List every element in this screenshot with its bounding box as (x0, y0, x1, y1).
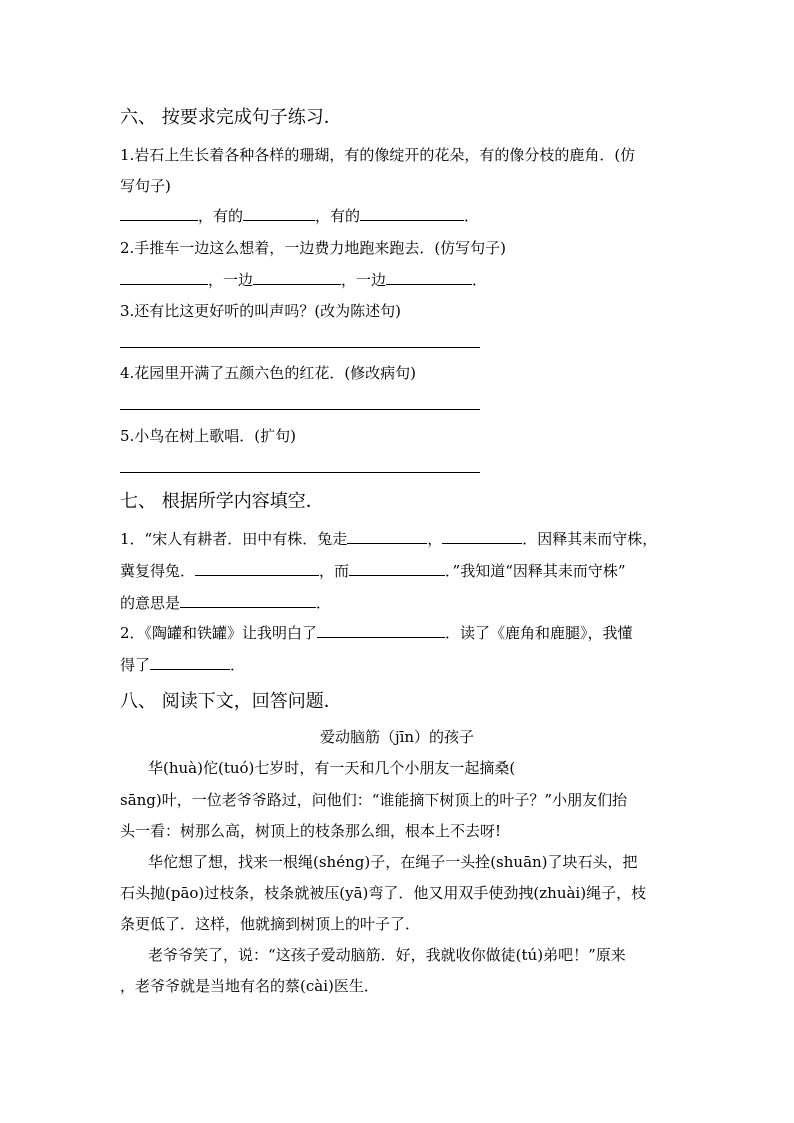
answer-blank[interactable] (253, 270, 341, 285)
answer-blank[interactable] (349, 561, 445, 576)
story-paragraph-3-line-2: ，老爷爷就是当地有名的蔡(cài)医生． (120, 977, 379, 995)
answer-blank[interactable] (150, 655, 230, 670)
question-7-2-line1: 2．《陶罐和铁罐》让我明白了 ．读了《鹿角和鹿腿》，我懂 (120, 624, 633, 642)
story-paragraph-1-line-1: 华(huà)佗(tuó)七岁时，有一天和几个小朋友一起摘桑( (148, 759, 516, 777)
question-6-1-fill-line: ，有的 ，有的 ． (120, 206, 479, 226)
section-7-heading: 七、 根据所学内容填空． (120, 491, 324, 512)
question-6-3-text: 3.还有比这更好听的叫声吗？(改为陈述句) (120, 302, 402, 320)
answer-blank[interactable] (180, 593, 316, 608)
story-paragraph-1-line-2: sāng)叶，一位老爷爷路过，问他们：“谁能摘下树顶上的叶子？”小朋友们抬 (120, 791, 628, 809)
question-6-4-text: 4.花园里开满了五颜六色的红花．(修改病句) (120, 364, 417, 382)
section-6-heading: 六、 按要求完成句子练习． (120, 107, 342, 128)
question-7-1-line1: 1．“宋人有耕者．田中有株．兔走 ， ．因释其耒而守株， (120, 530, 658, 548)
answer-line[interactable] (120, 472, 480, 473)
answer-blank[interactable] (120, 270, 208, 285)
story-paragraph-1-line-3: 头一看：树那么高，树顶上的枝条那么细，根本上不去呀! (120, 822, 502, 840)
answer-blank[interactable] (442, 529, 522, 544)
question-6-2-text: 2.手推车一边这么想着，一边费力地跑来跑去．(仿写句子) (120, 239, 507, 257)
answer-blank[interactable] (243, 206, 315, 221)
question-7-1-line2: 冀复得兔． ，而 ．”我知道“因释其耒而守株” (120, 562, 626, 580)
section-8-heading: 八、 阅读下文，回答问题． (120, 691, 342, 712)
story-paragraph-2-line-2: 石头抛(pāo)过枝条，枝条就被压(yā)弯了．他又用双手使劲拽(zhuài)绳子，枝 (120, 884, 647, 902)
answer-blank[interactable] (347, 529, 427, 544)
story-paragraph-2-line-3: 条更低了．这样，他就摘到树顶上的叶子了． (120, 915, 421, 933)
question-6-5-text: 5.小鸟在树上歌唱．(扩句) (120, 427, 297, 445)
story-paragraph-3-line-1: 老爷爷笑了，说：“这孩子爱动脑筋．好，我就收你做徒(tú)弟吧！”原来 (148, 946, 626, 964)
question-7-1-line3: 的意思是 ． (120, 594, 332, 612)
answer-blank[interactable] (120, 206, 198, 221)
question-7-2-line2: 得了 ． (120, 656, 246, 674)
question-6-1-text-cont: 写句子) (120, 177, 171, 195)
answer-blank[interactable] (195, 561, 319, 576)
answer-blank[interactable] (386, 270, 472, 285)
story-paragraph-2-line-1: 华佗想了想，找来一根绳(shéng)子，在绳子一头拴(shuān)了块石头，把 (148, 853, 638, 871)
answer-line[interactable] (120, 409, 480, 410)
answer-line[interactable] (120, 347, 480, 348)
question-6-2-fill-line: ，一边 ，一边 ． (120, 270, 487, 290)
answer-blank[interactable] (317, 623, 445, 638)
question-6-1-text: 1.岩石上生长着各种各样的珊瑚，有的像绽开的花朵，有的像分枝的鹿角．(仿 (120, 146, 636, 164)
story-title: 爱动脑筋（jīn）的孩子 (319, 728, 475, 746)
answer-blank[interactable] (360, 206, 464, 221)
